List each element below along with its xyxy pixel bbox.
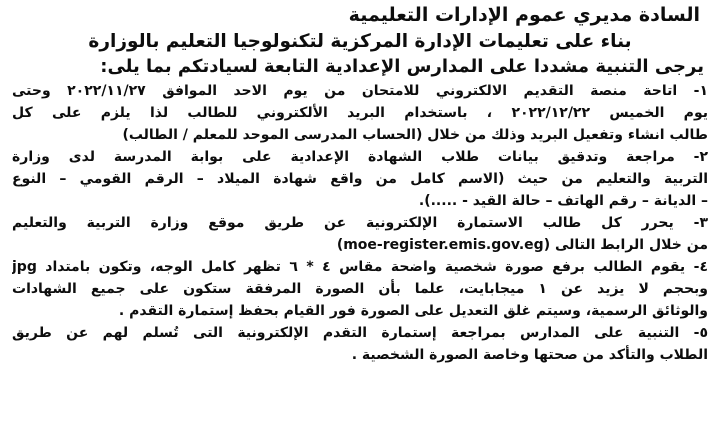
instruction-item-1: [12, 80, 708, 146]
item-2-line-1: ٢- مراجعة وتدقيق بيانات طلاب الشهادة الإعدادية على بوابة المدرسة لدى وزارة: [12, 148, 708, 165]
addressee-line: السادة مديري عموم الإدارات التعليمية: [348, 4, 700, 26]
item-4-line-3: والوثائق الرسمية، وسيتم غلق التعديل على الصورة فور القيام بحفظ إستمارة التقدم .: [118, 302, 708, 319]
item-3-line-1: ٣- يحرر كل طالب الاستمارة الإلكترونية عن طريق موقع وزارة التربية والتعليم: [12, 214, 708, 231]
item-4-line-2: وبحجم لا يزيد عن ١ ميجابايت، علما بأن الصورة المرفقة ستكون على جميع الشهادات: [12, 280, 708, 297]
instruction-item-4: [12, 256, 708, 322]
item-1-line-1: ١- اتاحة منصة التقديم الالكتروني للامتحان من يوم الاحد الموافق ٢٠٢٢/١١/٢٧ وحتى: [12, 82, 708, 99]
item-2-line-2: التربية والتعليم من حيث (الاسم كامل من واقع شهادة الميلاد – الرقم القومي – النوع: [12, 170, 708, 187]
instructions-list: [12, 80, 708, 366]
instruction-item-3: [12, 212, 708, 256]
instruction-item-2: [12, 146, 708, 212]
item-3-line-2: من خلال الرابط التالى (moe-register.emis.gov.eg): [336, 236, 708, 253]
instruction-basis-line: بناء على تعليمات الإدارة المركزية لتكنولوجيا التعليم بالوزارة: [88, 30, 632, 52]
item-5-line-2: الطلاب والتأكد من صحتها وخاصة الصورة الشخصية .: [351, 346, 708, 363]
item-4-line-1: ٤- يقوم الطالب برفع صورة شخصية واضحة مقاس ٤ * ٦ تظهر كامل الوجه، وتكون بامتداد jpg: [12, 258, 708, 275]
item-2-line-3: – الديانة – رقم الهاتف – حالة القيد - .....).: [418, 192, 708, 209]
item-1-line-3: طالب انشاء وتفعيل البريد وذلك من خلال (الحساب المدرسى الموحد للمعلم / الطالب): [122, 126, 708, 143]
item-1-line-2: يوم الخميس ٢٠٢٢/١٢/٢٢ ، باستخدام البريد الألكتروني للطالب لذا يلزم على كل: [12, 104, 708, 121]
instruction-item-5: [12, 322, 708, 366]
item-5-line-1: ٥- التنبية على المدارس بمراجعة إستمارة التقدم الإلكترونية التى تُسلم لهم عن طريق: [12, 324, 708, 341]
request-line: يرجى التنبية مشددا على المدارس الإعدادية التابعة لسيادتكم بما يلى:: [100, 55, 704, 77]
